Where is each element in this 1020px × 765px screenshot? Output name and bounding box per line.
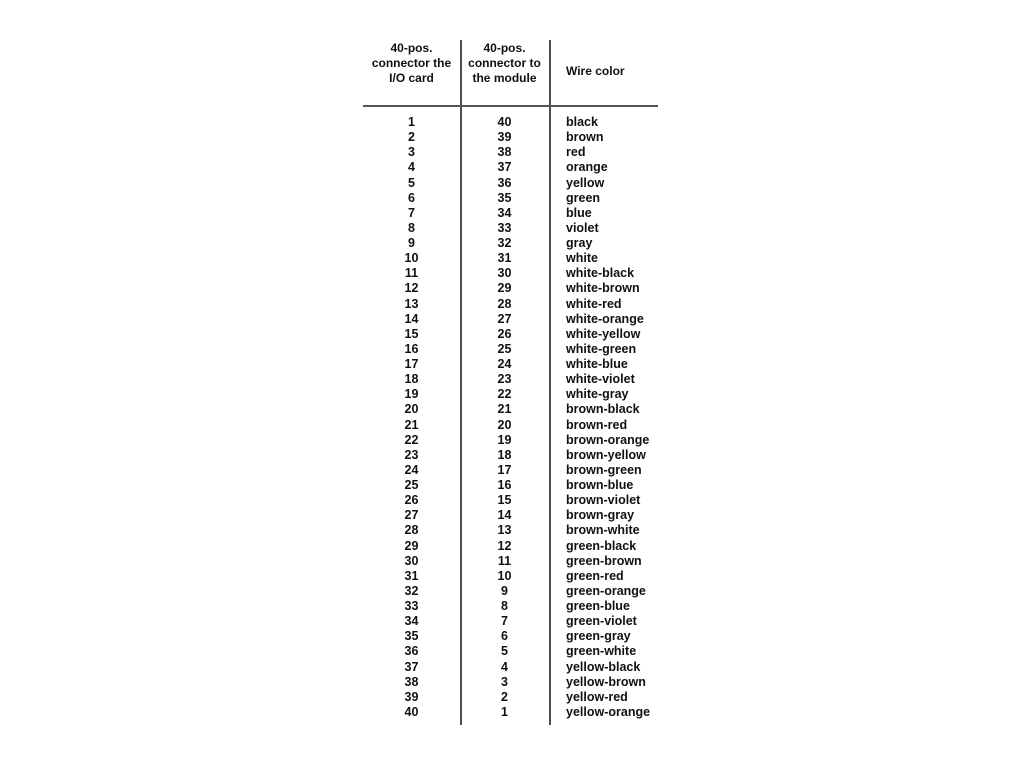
cell-wire-color: brown-violet <box>566 493 641 508</box>
cell-wire-color: brown-orange <box>566 432 650 447</box>
header-col-module-line3: the module <box>472 71 537 85</box>
cell-wire-color: white-red <box>566 296 622 311</box>
cell-module-pin: 27 <box>497 311 512 326</box>
cell-module-pin: 28 <box>497 296 512 311</box>
cell-io-card-pin: 36 <box>404 644 419 659</box>
cell-wire-color: yellow-red <box>566 689 628 704</box>
cell-io-card-pin: 14 <box>404 311 419 326</box>
cell-wire-color: brown-yellow <box>566 447 646 462</box>
table-row <box>363 206 658 221</box>
cell-wire-color: brown-blue <box>566 478 634 492</box>
table-row <box>363 402 658 417</box>
table-row <box>363 463 658 478</box>
header-col-io-card-line1: 40-pos. <box>390 41 433 55</box>
cell-wire-color: green-brown <box>566 553 642 568</box>
cell-module-pin: 17 <box>497 462 512 477</box>
table-row <box>363 644 658 659</box>
cell-module-pin: 2 <box>501 689 508 704</box>
cell-wire-color: white-gray <box>566 387 629 402</box>
cell-wire-color: brown-gray <box>566 508 635 523</box>
table-row <box>363 478 658 493</box>
cell-module-pin: 1 <box>501 704 508 719</box>
cell-wire-color: white-black <box>566 266 635 281</box>
cell-module-pin: 15 <box>497 493 512 508</box>
cell-io-card-pin: 30 <box>404 553 419 568</box>
cell-io-card-pin: 2 <box>408 130 415 145</box>
header-col-wire-color <box>549 40 658 105</box>
cell-io-card-pin: 9 <box>408 236 415 250</box>
cell-wire-color: white-blue <box>566 357 628 371</box>
cell-module-pin: 21 <box>497 402 512 417</box>
cell-io-card-pin: 7 <box>408 205 415 220</box>
cell-wire-color: white-yellow <box>566 326 641 341</box>
cell-io-card-pin: 19 <box>404 387 419 402</box>
cell-module-pin: 32 <box>497 236 512 250</box>
table-row <box>363 554 658 569</box>
table-row <box>363 176 658 191</box>
cell-io-card-pin: 15 <box>404 326 419 341</box>
table-body <box>363 115 658 720</box>
cell-wire-color: green-red <box>566 568 624 583</box>
cell-module-pin: 8 <box>501 599 508 613</box>
cell-io-card-pin: 5 <box>408 175 415 190</box>
cell-module-pin: 24 <box>497 357 512 371</box>
cell-wire-color: green-orange <box>566 583 646 598</box>
header-separator-line <box>363 105 658 107</box>
table-row <box>363 297 658 312</box>
cell-wire-color: green-violet <box>566 614 637 629</box>
cell-io-card-pin: 4 <box>408 160 415 175</box>
cell-module-pin: 11 <box>497 553 512 568</box>
table-row <box>363 251 658 266</box>
cell-io-card-pin: 31 <box>404 568 419 583</box>
cell-io-card-pin: 40 <box>404 704 419 719</box>
cell-module-pin: 7 <box>501 614 508 629</box>
cell-wire-color: white-brown <box>566 281 640 296</box>
cell-module-pin: 39 <box>497 130 512 145</box>
table-row <box>363 523 658 538</box>
cell-module-pin: 12 <box>497 538 512 553</box>
cell-module-pin: 16 <box>497 478 512 492</box>
cell-module-pin: 31 <box>497 251 512 266</box>
cell-module-pin: 22 <box>497 387 512 402</box>
cell-wire-color: white-violet <box>566 372 635 387</box>
header-col-wire-color-label: Wire color <box>566 64 625 78</box>
cell-wire-color: yellow-brown <box>566 674 646 689</box>
cell-module-pin: 30 <box>497 266 512 281</box>
cell-module-pin: 13 <box>497 523 512 538</box>
cell-io-card-pin: 13 <box>404 296 419 311</box>
header-col-module <box>460 40 549 105</box>
cell-wire-color: black <box>566 115 598 129</box>
table-row <box>363 433 658 448</box>
table-row <box>363 221 658 236</box>
table-row <box>363 281 658 296</box>
table-row <box>363 614 658 629</box>
cell-io-card-pin: 28 <box>404 523 419 538</box>
cell-module-pin: 26 <box>497 326 512 341</box>
cell-io-card-pin: 6 <box>408 190 415 205</box>
table-row <box>363 584 658 599</box>
cell-io-card-pin: 17 <box>404 357 419 371</box>
cell-wire-color: gray <box>566 236 593 250</box>
cell-io-card-pin: 27 <box>404 508 419 523</box>
header-col-module-line2: connector to <box>468 56 541 70</box>
table-row <box>363 357 658 372</box>
cell-wire-color: brown-red <box>566 417 628 432</box>
table-row <box>363 387 658 402</box>
cell-wire-color: violet <box>566 220 599 235</box>
table-row <box>363 145 658 160</box>
table-row <box>363 660 658 675</box>
cell-module-pin: 36 <box>497 175 512 190</box>
cell-module-pin: 10 <box>497 568 512 583</box>
cell-module-pin: 3 <box>501 674 508 689</box>
table-row <box>363 160 658 175</box>
cell-wire-color: yellow-black <box>566 659 641 674</box>
table-row <box>363 115 658 130</box>
cell-wire-color: brown-white <box>566 523 640 538</box>
cell-io-card-pin: 25 <box>404 478 419 492</box>
cell-wire-color: green-white <box>566 644 637 659</box>
cell-wire-color: white-orange <box>566 311 644 326</box>
table-row <box>363 236 658 251</box>
cell-io-card-pin: 1 <box>408 115 415 129</box>
header-col-io-card-line2: connector the <box>371 56 452 70</box>
cell-wire-color: yellow-orange <box>566 704 651 719</box>
cell-io-card-pin: 33 <box>404 599 419 613</box>
table-row <box>363 266 658 281</box>
cell-module-pin: 34 <box>497 205 512 220</box>
cell-module-pin: 5 <box>501 644 508 659</box>
cell-wire-color: brown-black <box>566 402 640 417</box>
table-row <box>363 342 658 357</box>
cell-module-pin: 20 <box>497 417 512 432</box>
header-col-module-line1: 40-pos. <box>483 41 526 55</box>
cell-io-card-pin: 24 <box>404 462 419 477</box>
cell-module-pin: 40 <box>497 115 512 129</box>
cell-wire-color: yellow <box>566 175 605 190</box>
cell-wire-color: green-blue <box>566 599 630 613</box>
header-col-io-card-line3: I/O card <box>389 71 434 85</box>
cell-io-card-pin: 21 <box>404 417 419 432</box>
table-row <box>363 418 658 433</box>
cell-io-card-pin: 32 <box>404 583 419 598</box>
cell-io-card-pin: 23 <box>404 447 419 462</box>
table-row <box>363 629 658 644</box>
cell-io-card-pin: 3 <box>408 145 415 160</box>
table-row <box>363 599 658 614</box>
cell-io-card-pin: 37 <box>404 659 419 674</box>
cell-module-pin: 9 <box>501 583 508 598</box>
table-row <box>363 539 658 554</box>
cell-wire-color: brown <box>566 130 604 145</box>
cell-module-pin: 38 <box>497 145 512 160</box>
cell-wire-color: white <box>566 251 598 266</box>
cell-io-card-pin: 29 <box>404 538 419 553</box>
cell-module-pin: 33 <box>497 220 512 235</box>
table-row <box>363 675 658 690</box>
cell-module-pin: 18 <box>497 447 512 462</box>
cell-io-card-pin: 8 <box>408 220 415 235</box>
cell-module-pin: 14 <box>497 508 512 523</box>
cell-module-pin: 19 <box>497 432 512 447</box>
cell-io-card-pin: 38 <box>404 674 419 689</box>
cell-wire-color: orange <box>566 160 608 175</box>
cell-io-card-pin: 18 <box>404 372 419 387</box>
table-row <box>363 448 658 463</box>
cell-wire-color: red <box>566 145 586 160</box>
cell-module-pin: 37 <box>497 160 512 175</box>
cell-wire-color: blue <box>566 205 592 220</box>
cell-io-card-pin: 11 <box>404 266 419 281</box>
cell-io-card-pin: 20 <box>404 402 419 417</box>
cell-module-pin: 4 <box>501 659 508 674</box>
table-header-row <box>363 40 658 105</box>
cell-io-card-pin: 12 <box>404 281 419 296</box>
cell-wire-color: green <box>566 190 601 205</box>
cell-io-card-pin: 10 <box>404 251 419 266</box>
cell-module-pin: 29 <box>497 281 512 296</box>
cell-wire-color: green-gray <box>566 629 631 644</box>
cell-io-card-pin: 22 <box>404 432 419 447</box>
table-row <box>363 705 658 720</box>
cell-io-card-pin: 26 <box>404 493 419 508</box>
table-row <box>363 690 658 705</box>
cell-io-card-pin: 39 <box>404 689 419 704</box>
table-row <box>363 327 658 342</box>
cell-module-pin: 6 <box>501 629 508 644</box>
wire-color-table <box>363 40 658 725</box>
header-col-io-card <box>363 40 460 105</box>
table-row <box>363 569 658 584</box>
table-row <box>363 191 658 206</box>
cell-module-pin: 25 <box>497 341 512 356</box>
cell-io-card-pin: 35 <box>404 629 419 644</box>
cell-wire-color: brown-green <box>566 462 642 477</box>
table-row <box>363 508 658 523</box>
cell-io-card-pin: 34 <box>404 614 419 629</box>
table-row <box>363 493 658 508</box>
table-row <box>363 312 658 327</box>
cell-io-card-pin: 16 <box>404 341 419 356</box>
cell-module-pin: 23 <box>497 372 512 387</box>
cell-wire-color: green-black <box>566 538 637 553</box>
cell-module-pin: 35 <box>497 190 512 205</box>
table-row <box>363 372 658 387</box>
cell-wire-color: white-green <box>566 341 637 356</box>
table-row <box>363 130 658 145</box>
